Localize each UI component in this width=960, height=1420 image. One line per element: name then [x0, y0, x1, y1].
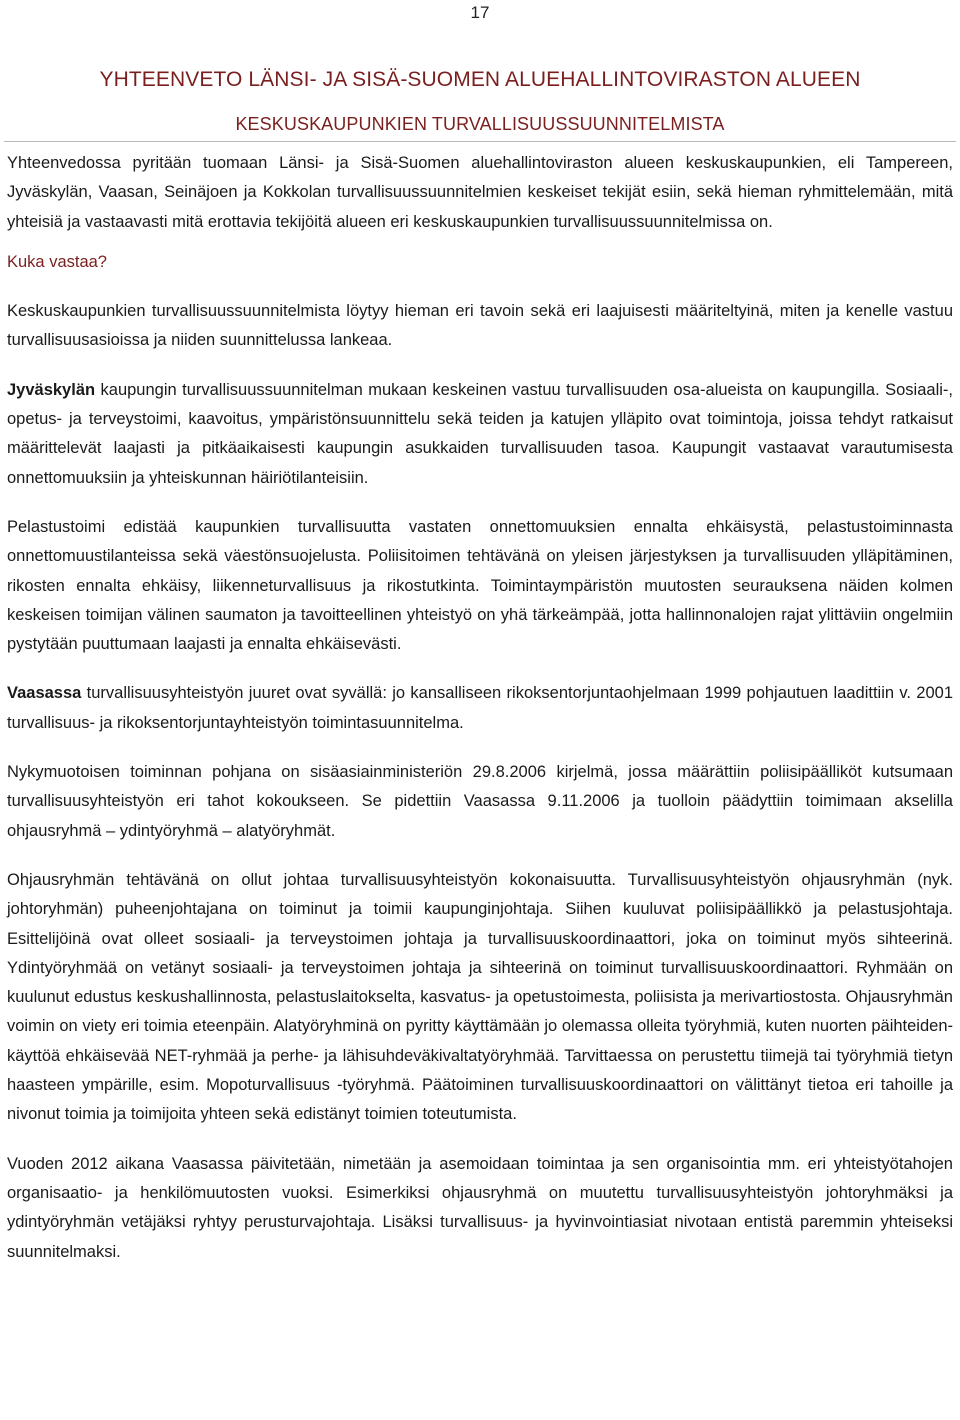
vaasa-lead: Vaasassa [7, 684, 82, 703]
document-title-line-1: YHTEENVETO LÄNSI- JA SISÄ-SUOMEN ALUEHALLINTOVIRASTON ALUEEN [99, 68, 861, 91]
jyvaskyla-text: kaupungin turvallisuussuunnitelman mukaan keskeinen vastuu turvallisuuden osa-alueista on kaupungilla. Sosiaali-, opetus- ja terveystoimi, kaavoitus, ympäristönsuunnittelu sekä teiden ja katujen ylläpito ovat toimintoja, joissa tehdyt ratkaisut määrittelevät laajasti ja pitkäaikaisesti kaupungin asukkaiden turvallisuuden tasoa. Kaupungit vastaavat varautumisesta onnettomuuksiin ja yhteiskunnan häiriötilanteisiin. [7, 380, 953, 487]
title-divider [4, 141, 956, 142]
document-title-line-2: KESKUSKAUPUNKIEN TURVALLISUUSSUUNNITELMISTA [235, 114, 725, 134]
responsibility-paragraph: Keskuskaupunkien turvallisuussuunnitelmista löytyy hieman eri tavoin sekä eri laajuisesti määriteltyinä, miten ja kenelle vastuu turvallisuusasioissa ja niiden suunnittelussa lankeaa. [7, 302, 953, 350]
vaasa-paragraph [7, 679, 953, 738]
section-subheading: Kuka vastaa? [7, 252, 107, 271]
vaasa-text: turvallisuusyhteistyön juuret ovat syvällä: jo kansalliseen rikoksentorjuntaohjelmaan 1999 pohjautuen laadittiin v. 2001 turvallisuus- ja rikoksentorjuntayhteistyön toimintasuunnitelma. [7, 684, 953, 732]
jyvaskyla-paragraph [7, 376, 953, 493]
jyvaskyla-lead: Jyväskylän [7, 380, 96, 399]
year-2012-paragraph: Vuoden 2012 aikana Vaasassa päivitetään, nimetään ja asemoidaan toimintaa ja sen organisointia mm. eri yhteistyötahojen organisaatio- ja henkilömuutosten vuoksi. Esimerkiksi ohjausryhmä on muutettu turvallisuusyhteistyön johtoryhmäksi ja ydintyöryhmän vetäjäksi ryhtyy perusturvajohtaja. Lisäksi turvallisuus- ja hyvinvointiasiat nivotaan entistä paremmin yhteiseksi suunnitelmaksi. [7, 1154, 953, 1261]
intro-paragraph: Yhteenvedossa pyritään tuomaan Länsi- ja Sisä-Suomen aluehallintoviraston alueen keskuskaupunkien, eli Tampereen, Jyväskylän, Vaasan, Seinäjoen ja Kokkolan turvallisuussuunnitelmien keskeiset tekijät esiin, sekä hieman ryhmittelemään, mitä yhteisiä ja vastaavasti mitä erottavia tekijöitä alueen eri keskuskaupunkien turvallisuussuunnitelmissa on. [7, 154, 953, 231]
document-body [7, 149, 953, 1287]
page-number: 17 [470, 3, 490, 22]
rescue-services-paragraph: Pelastustoimi edistää kaupunkien turvallisuutta vastaten onnettomuuksien ennalta ehkäisystä, pelastustoiminnasta onnettomuustilanteissa sekä väestönsuojelusta. Poliisitoimen tehtävänä on yleisen järjestyksen ja turvallisuuden ylläpitäminen, rikosten ennalta ehkäisy, liikenneturvallisuus ja rikostutkinta. Toimintaympäristön muutosten seurauksena näiden kolmen keskeisen toimijan välinen saumaton ja tavoitteellinen yhteistyö on yhä tärkeämpää, jotta hallinnonalojen rajat ylittäviin ongelmiin pystytään puuttumaan laajasti ja ennalta ehkäisevästi. [7, 517, 953, 654]
steering-group-paragraph: Ohjausryhmän tehtävänä on ollut johtaa turvallisuusyhteistyön kokonaisuutta. Turvallisuusyhteistyön ohjausryhmän (nyk. johtoryhmän) puheenjohtajana on toiminut ja toimii kaupunginjohtaja. Siihen kuuluvat poliisipäällikkö ja pelastusjohtaja. Esittelijöinä ovat olleet sosiaali- ja terveystoimen johtaja ja turvallisuuskoordinaattori, joka on toiminut myös sihteerinä. Ydintyöryhmää on vetänyt sosiaali- ja terveystoimen johtaja ja sihteerinä on toiminut turvallisuuskoordinaattori. Ryhmään on kuulunut edustus keskushallinnosta, pelastuslaitokselta, kasvatus- ja opetustoimesta, poliisista ja merivartiostosta. Ohjausryhmän voimin on viety eri toimia eteenpäin. Alatyöryhminä on pyritty käyttämään jo olemassa olleita työryhmiä, kuten nuorten päihteiden-käyttöä ehkäisevää NET-ryhmää ja perhe- ja lähisuhdeväkivaltatyöryhmää. Tarvittaessa on perustettu tiimejä tai työryhmiä tietyn haasteen ympärille, esim. Mopoturvallisuus -työryhmä. Päätoiminen turvallisuuskoordinaattori on välittänyt tietoa eri tahoille ja nivonut toimia ja toimijoita yhteen sekä edistänyt toimien toteutumista. [7, 870, 953, 1124]
current-operation-paragraph: Nykymuotoisen toiminnan pohjana on sisäasiainministeriön 29.8.2006 kirjelmä, jossa määrättiin poliisipäälliköt kutsumaan turvallisuusyhteistyön eri tahot kokoukseen. Se pidettiin Vaasassa 9.11.2006 ja tuolloin päädyttiin toimimaan akselilla ohjausryhmä – ydintyöryhmä – alatyöryhmät. [7, 763, 953, 840]
